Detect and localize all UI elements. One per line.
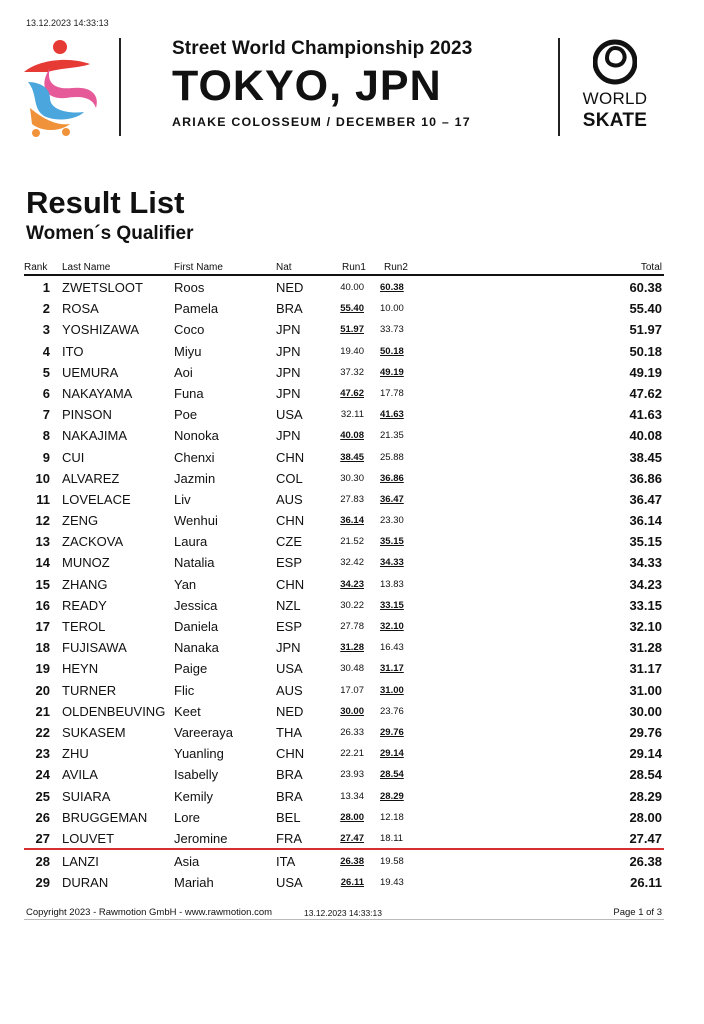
- cell-nat: COL: [276, 470, 303, 486]
- cell-nat: CHN: [276, 576, 305, 592]
- cell-first: Natalia: [174, 555, 215, 571]
- cell-run2: 36.47: [380, 493, 404, 505]
- cell-rank: 29: [35, 875, 50, 891]
- cell-total: 31.28: [629, 640, 662, 656]
- cell-run2: 23.76: [380, 705, 404, 717]
- cell-run1: 27.83: [340, 493, 364, 505]
- table-row: [24, 446, 664, 467]
- cell-first: Nanaka: [174, 640, 219, 656]
- cell-rank: 7: [42, 407, 50, 423]
- cell-first: Flic: [174, 682, 195, 698]
- cell-last: LOVELACE: [62, 491, 131, 507]
- cell-rank: 9: [42, 449, 50, 465]
- cell-run1: 30.00: [340, 705, 364, 717]
- cell-run2: 25.88: [380, 451, 404, 463]
- cell-total: 38.45: [629, 449, 662, 465]
- cell-last: CUI: [62, 449, 85, 465]
- table-row: [24, 509, 664, 530]
- cell-run2: 17.78: [380, 387, 404, 399]
- table-row: [24, 488, 664, 509]
- table-row: [24, 721, 664, 742]
- cell-first: Roos: [174, 280, 205, 295]
- cell-rank: 12: [35, 513, 50, 529]
- cell-total: 26.38: [629, 854, 662, 870]
- cell-first: Yuanling: [174, 746, 224, 762]
- cell-run2: 28.54: [380, 769, 404, 781]
- cell-last: ZENG: [62, 513, 99, 529]
- table-row: [24, 424, 664, 445]
- table-row: [24, 806, 664, 827]
- cell-total: 36.86: [629, 470, 662, 486]
- cell-first: Aoi: [174, 364, 193, 380]
- cell-first: Lore: [174, 809, 201, 825]
- cell-run2: 18.11: [380, 832, 404, 844]
- cell-last: MUNOZ: [62, 555, 110, 571]
- event-title: Street World Championship 2023: [172, 38, 473, 59]
- cell-nat: ITA: [276, 854, 296, 870]
- cell-first: Kemily: [174, 788, 214, 804]
- results-table: [24, 260, 664, 892]
- cell-rank: 19: [35, 661, 50, 677]
- cell-nat: BRA: [276, 788, 303, 804]
- cell-run1: 30.22: [340, 599, 364, 611]
- cell-rank: 17: [35, 619, 50, 634]
- footer-copyright: Copyright 2023 - Rawmotion GmbH - www.rawmotion.com: [26, 907, 273, 918]
- cell-last: READY: [62, 597, 107, 613]
- table-row: [24, 276, 664, 297]
- cell-total: 40.08: [629, 428, 662, 444]
- header-rank: Rank: [24, 262, 48, 273]
- cell-nat: USA: [276, 661, 303, 677]
- table-body: [24, 276, 664, 892]
- table-row: [24, 467, 664, 488]
- cell-total: 47.62: [629, 385, 662, 401]
- world-skate-emblem-icon: [593, 38, 637, 86]
- cell-nat: AUS: [276, 491, 303, 507]
- table-row: [24, 382, 664, 403]
- cell-first: Vareeraya: [174, 724, 234, 740]
- cell-rank: 11: [36, 491, 50, 507]
- cell-run2: 33.73: [380, 324, 404, 336]
- page-footer: [24, 905, 664, 920]
- cell-total: 33.15: [629, 597, 662, 613]
- cell-run1: 28.00: [340, 811, 364, 823]
- header-last-name: Last Name: [62, 262, 111, 273]
- cell-run1: 31.28: [340, 642, 364, 654]
- cell-run2: 13.83: [380, 578, 404, 590]
- cell-run1: 55.40: [340, 303, 364, 315]
- cell-total: 28.29: [629, 788, 662, 804]
- cell-run2: 31.00: [380, 684, 404, 696]
- cell-total: 30.00: [629, 703, 662, 719]
- cell-first: Funa: [174, 385, 204, 401]
- cell-run2: 23.30: [380, 515, 404, 527]
- table-row: [24, 403, 664, 424]
- cell-run1: 34.23: [340, 578, 364, 590]
- cell-total: 50.18: [629, 343, 662, 359]
- cell-nat: BEL: [276, 809, 301, 825]
- cell-run1: 30.30: [340, 472, 364, 484]
- cell-run2: 10.00: [380, 303, 404, 315]
- cell-nat: JPN: [276, 322, 301, 338]
- table-row: [24, 871, 664, 892]
- cell-rank: 23: [35, 746, 50, 762]
- cell-run1: 32.11: [340, 409, 364, 421]
- cell-total: 60.38: [629, 280, 662, 295]
- cell-total: 26.11: [630, 875, 662, 891]
- cell-total: 34.23: [629, 576, 662, 592]
- cell-first: Paige: [174, 661, 208, 677]
- cell-rank: 2: [42, 301, 50, 317]
- cell-rank: 22: [35, 724, 50, 740]
- cell-first: Isabelly: [174, 767, 219, 783]
- cell-first: Keet: [174, 703, 201, 719]
- cell-last: LANZI: [62, 854, 99, 870]
- cell-total: 31.17: [629, 661, 662, 677]
- cell-rank: 1: [42, 280, 50, 295]
- cell-last: SUIARA: [62, 788, 111, 804]
- cell-nat: JPN: [276, 428, 301, 444]
- table-header: [24, 260, 664, 276]
- cell-first: Jeromine: [174, 830, 228, 846]
- cell-total: 32.10: [629, 619, 662, 634]
- cell-last: ROSA: [62, 301, 99, 317]
- cell-first: Jazmin: [174, 470, 216, 486]
- cell-last: ZHU: [62, 746, 89, 762]
- cell-last: SUKASEM: [62, 724, 126, 740]
- cell-rank: 27: [35, 830, 50, 846]
- cell-nat: CHN: [276, 449, 305, 465]
- cell-nat: BRA: [276, 301, 303, 317]
- cell-run1: 26.38: [340, 856, 364, 868]
- cell-rank: 25: [35, 788, 50, 804]
- cell-nat: BRA: [276, 767, 303, 783]
- cell-rank: 3: [42, 322, 50, 338]
- cell-first: Laura: [174, 534, 208, 550]
- page-subtitle: Women´s Qualifier: [26, 223, 194, 244]
- event-city: TOKYO, JPN: [172, 62, 442, 110]
- cell-run1: 37.32: [340, 366, 364, 378]
- cell-nat: AUS: [276, 682, 303, 698]
- cell-total: 36.47: [629, 491, 662, 507]
- cell-run1: 26.11: [340, 877, 364, 889]
- table-row: [24, 785, 664, 806]
- cell-nat: THA: [276, 724, 302, 740]
- cell-rank: 10: [35, 470, 50, 486]
- cell-run1: 21.52: [340, 536, 364, 548]
- cell-rank: 20: [35, 682, 50, 698]
- cell-run2: 50.18: [380, 345, 404, 357]
- table-row: [24, 763, 664, 784]
- table-row: [24, 827, 664, 850]
- table-row: [24, 318, 664, 339]
- header-run2: Run2: [384, 262, 408, 273]
- cell-first: Chenxi: [174, 449, 215, 465]
- cell-last: BRUGGEMAN: [62, 809, 148, 825]
- cell-run2: 28.29: [380, 790, 404, 802]
- cell-run1: 19.40: [340, 345, 364, 357]
- cell-run2: 19.58: [380, 856, 404, 868]
- cell-rank: 28: [35, 854, 50, 870]
- cell-run1: 40.08: [340, 430, 364, 442]
- cell-first: Pamela: [174, 301, 219, 317]
- championship-logo-icon: [20, 38, 106, 138]
- cell-run2: 36.86: [380, 472, 404, 484]
- cell-total: 35.15: [629, 534, 662, 550]
- cell-rank: 6: [42, 385, 50, 401]
- cell-last: DURAN: [62, 875, 109, 891]
- cell-first: Mariah: [174, 875, 214, 891]
- cell-last: NAKAYAMA: [62, 385, 133, 401]
- header-run1: Run1: [342, 262, 366, 273]
- cell-nat: CZE: [276, 534, 302, 550]
- footer-date: 13.12.2023 14:33:13: [304, 908, 382, 918]
- cell-first: Wenhui: [174, 513, 218, 529]
- cell-last: UEMURA: [62, 364, 119, 380]
- cell-nat: NED: [276, 703, 304, 719]
- cell-run2: 19.43: [380, 877, 404, 889]
- table-row: [24, 850, 664, 871]
- cell-total: 34.33: [629, 555, 662, 571]
- page-title: Result List: [26, 185, 185, 220]
- cell-run2: 41.63: [380, 409, 404, 421]
- table-row: [24, 297, 664, 318]
- cell-rank: 21: [35, 703, 50, 719]
- cell-last: TEROL: [62, 619, 106, 634]
- cell-run2: 16.43: [380, 642, 404, 654]
- cell-total: 29.14: [629, 746, 662, 762]
- cell-nat: NED: [276, 280, 304, 295]
- cell-run2: 34.33: [380, 557, 404, 569]
- table-row: [24, 573, 664, 594]
- header-nat: Nat: [276, 262, 292, 273]
- cell-first: Miyu: [174, 343, 202, 359]
- header-first-name: First Name: [174, 262, 223, 273]
- cell-rank: 18: [35, 640, 50, 656]
- cell-run1: 17.07: [340, 684, 364, 696]
- cell-nat: JPN: [276, 385, 301, 401]
- header-total: Total: [640, 262, 662, 273]
- cell-nat: JPN: [276, 364, 301, 380]
- cell-run1: 22.21: [340, 748, 364, 760]
- table-row: [24, 615, 664, 636]
- cell-total: 28.54: [629, 767, 662, 783]
- cell-last: NAKAJIMA: [62, 428, 128, 444]
- cell-run1: 27.78: [340, 621, 364, 632]
- event-venue: ARIAKE COLOSSEUM / DECEMBER 10 – 17: [172, 115, 471, 129]
- cell-run1: 36.14: [340, 515, 364, 527]
- cell-rank: 8: [42, 428, 50, 444]
- cell-last: ZWETSLOOT: [62, 280, 143, 295]
- cell-total: 28.00: [629, 809, 662, 825]
- cell-run1: 30.48: [340, 663, 364, 675]
- cell-total: 51.97: [629, 322, 662, 338]
- cell-rank: 14: [35, 555, 50, 571]
- cell-total: 55.40: [629, 301, 662, 317]
- cell-last: FUJISAWA: [62, 640, 127, 656]
- cell-rank: 5: [42, 364, 50, 380]
- cell-nat: FRA: [276, 830, 302, 846]
- cell-run2: 31.17: [380, 663, 404, 675]
- cell-total: 29.76: [629, 724, 662, 740]
- org-line1: WORLD: [582, 89, 648, 108]
- cell-nat: CHN: [276, 746, 305, 762]
- cell-run1: 13.34: [340, 790, 364, 802]
- cell-run2: 60.38: [380, 282, 404, 293]
- cell-run2: 29.14: [380, 748, 404, 760]
- table-row: [24, 340, 664, 361]
- cell-last: ITO: [62, 343, 84, 359]
- cell-last: ZACKOVA: [62, 534, 124, 550]
- cell-nat: JPN: [276, 640, 301, 656]
- cell-rank: 15: [35, 576, 50, 592]
- print-timestamp: 13.12.2023 14:33:13: [26, 18, 109, 28]
- cell-first: Daniela: [174, 619, 219, 634]
- cell-run2: 12.18: [380, 811, 404, 823]
- cell-rank: 4: [42, 343, 50, 359]
- cell-first: Liv: [174, 491, 191, 507]
- cell-run1: 32.42: [340, 557, 364, 569]
- cell-run1: 23.93: [340, 769, 364, 781]
- org-line2: SKATE: [582, 110, 648, 131]
- table-row: [24, 361, 664, 382]
- cell-run1: 40.00: [340, 282, 364, 293]
- table-row: [24, 636, 664, 657]
- cell-last: HEYN: [62, 661, 99, 677]
- cell-last: LOUVET: [62, 830, 115, 846]
- cell-run2: 29.76: [380, 726, 404, 738]
- cell-total: 36.14: [629, 513, 662, 529]
- cell-rank: 16: [35, 597, 50, 613]
- cell-last: AVILA: [62, 767, 98, 783]
- cell-total: 27.47: [629, 830, 662, 846]
- cell-first: Jessica: [174, 597, 218, 613]
- table-row: [24, 700, 664, 721]
- table-row: [24, 594, 664, 615]
- cell-first: Asia: [174, 854, 200, 870]
- footer-page-number: Page 1 of 3: [613, 907, 662, 918]
- header-divider-left: [119, 38, 121, 136]
- cell-run2: 35.15: [380, 536, 404, 548]
- cell-nat: ESP: [276, 619, 303, 634]
- cell-rank: 26: [35, 809, 50, 825]
- cell-nat: USA: [276, 407, 303, 423]
- cell-last: TURNER: [62, 682, 117, 698]
- cell-run2: 32.10: [380, 621, 404, 632]
- cell-run1: 47.62: [340, 387, 364, 399]
- cell-nat: JPN: [276, 343, 301, 359]
- cell-last: OLDENBEUVING: [62, 703, 166, 719]
- cell-total: 49.19: [629, 364, 662, 380]
- cell-nat: ESP: [276, 555, 303, 571]
- cell-last: YOSHIZAWA: [62, 322, 140, 338]
- table-row: [24, 551, 664, 572]
- cell-last: PINSON: [62, 407, 112, 423]
- cell-last: ZHANG: [62, 576, 108, 592]
- cell-last: ALVAREZ: [62, 470, 120, 486]
- event-title-block: [172, 38, 532, 129]
- cell-first: Yan: [174, 576, 197, 592]
- cell-first: Coco: [174, 322, 205, 338]
- header-divider-right: [558, 38, 560, 136]
- cell-rank: 24: [35, 767, 50, 783]
- cell-run2: 21.35: [380, 430, 404, 442]
- cell-first: Nonoka: [174, 428, 219, 444]
- cell-run2: 33.15: [380, 599, 404, 611]
- cell-run1: 27.47: [340, 832, 364, 844]
- table-row: [24, 679, 664, 700]
- table-row: [24, 742, 664, 763]
- cell-run1: 51.97: [340, 324, 364, 336]
- cell-run1: 26.33: [340, 726, 364, 738]
- world-skate-logo: [572, 38, 658, 130]
- cell-total: 41.63: [629, 407, 662, 423]
- cell-nat: CHN: [276, 513, 305, 529]
- table-row: [24, 530, 664, 551]
- cell-nat: NZL: [276, 597, 301, 613]
- cell-nat: USA: [276, 875, 303, 891]
- cell-first: Poe: [174, 407, 198, 423]
- cell-total: 31.00: [629, 682, 662, 698]
- cell-run1: 38.45: [340, 451, 364, 463]
- cell-run2: 49.19: [380, 366, 404, 378]
- cell-rank: 13: [35, 534, 50, 550]
- table-row: [24, 657, 664, 678]
